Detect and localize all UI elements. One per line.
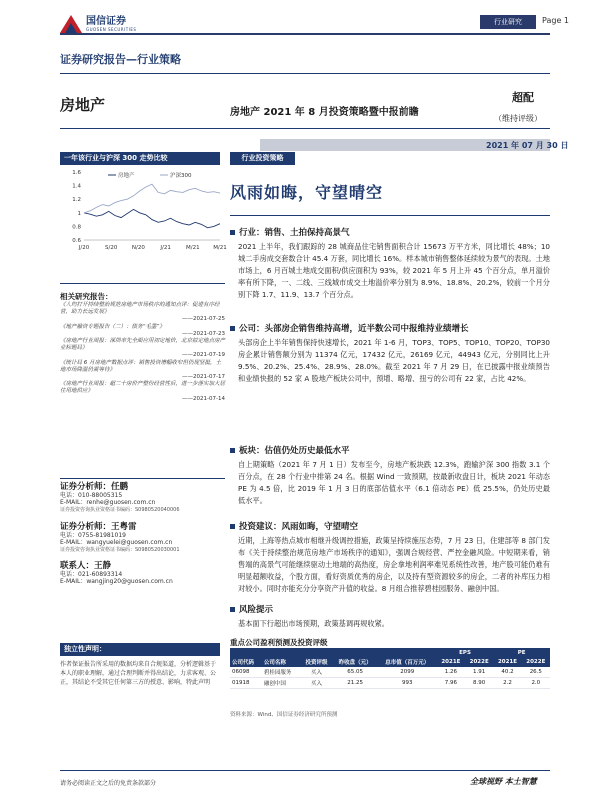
section-body: 头部房企上半年销售保持快速增长，2021 年 1-6 月，TOP3、TOP5、TOP10、TOP20、TOP30 房企累计销售额分别为 11374 亿元，17432 亿元，26169 亿元，44943 亿元，分别同比上升 9.5%、20.2%、25.4%、28.9%、28.0%。截至 2021 年 7 月 29 日，在已披露中报业绩预告和业绩快报的 52 家 A 股地产板块公司中，预增、略增、扭亏的公司有 22 家，占比 42%。 (238, 338, 550, 383)
cell: 2.0 (522, 678, 550, 689)
brand-name: 国信证券 (86, 16, 126, 27)
section-valuation (230, 444, 550, 507)
x-tick-label: J/20 (78, 245, 90, 251)
independence-heading: 独立性声明： (60, 643, 220, 656)
y-tick-label: 0.8 (72, 224, 81, 231)
list-item (60, 338, 225, 360)
y-tick-label: 1 (77, 210, 81, 217)
strategy-tag: 行业投资策略 (230, 152, 295, 165)
divider (60, 128, 550, 129)
related-report-title[interactable]: 《房地产行业周报：超二十房价产整份经营性后，进一步落实加大居住用地供应》 (60, 381, 226, 395)
related-report-title[interactable]: 《地产融资专题报告（二）：债务“毛墨”》 (60, 323, 165, 330)
cell: 993 (378, 678, 437, 689)
bullet-icon (230, 607, 235, 612)
col-header: 2022E (465, 657, 493, 667)
divider (60, 478, 225, 479)
footer-rule (60, 770, 550, 771)
x-tick-label: S/20 (105, 245, 118, 251)
section-heading: 板块：估值仍处历史最低水平 (239, 446, 350, 456)
cell: 26.5 (522, 667, 550, 678)
table-group-header (230, 648, 550, 657)
chart-heading: 一年该行业与沪深 300 走势比较 (60, 152, 220, 165)
analyst-name: 证券分析师：王粤雷 (60, 522, 137, 532)
analyst-cert: 证券投资咨询执业资格证书编码：S0980520040006 (60, 506, 180, 513)
legend-label: 沪深300 (170, 173, 192, 179)
cell: 8.90 (465, 678, 493, 689)
related-list (60, 302, 225, 403)
related-title: 相关研究报告： (60, 292, 113, 301)
related-report-date: ——2021-07-14 (182, 395, 225, 402)
section-heading: 投资建议：风雨如晦，守望晴空 (239, 522, 359, 532)
cell: 1.91 (465, 667, 493, 678)
col-header: 公司名称 (262, 657, 301, 667)
related-report-title[interactable]: 《统计局 6 月房地产数据点评：销售投资增幅收窄但仍现坚挺，土地市场降温仍需等待》 (60, 359, 221, 373)
col-header: 投资评级 (301, 657, 333, 667)
cell: 06098 (230, 667, 262, 678)
section-heading: 公司：头部房企销售维持高增，近半数公司中报维持业绩增长 (239, 324, 469, 334)
analyst-block (60, 484, 225, 514)
footer-disclaimer: 请务必阅读正文之后的免责条款部分 (60, 780, 157, 787)
rating-note: （维持评级） (494, 114, 542, 123)
analyst-email[interactable]: E-MAIL：wangyuelei@guosen.com.cn (60, 539, 173, 547)
cell: 21.25 (332, 678, 377, 689)
bullet-icon (230, 524, 235, 529)
analyst-phone: 电话：010-88005315 (60, 491, 123, 499)
table-header-row (230, 657, 550, 667)
cell: 1.26 (437, 667, 465, 678)
related-report-date: ——2021-07-23 (182, 330, 225, 337)
sector-name: 房地产 (60, 96, 106, 114)
divider (230, 215, 550, 216)
legend-label: 房地产 (118, 173, 135, 179)
contact-name: 联系人：王静 (60, 561, 112, 571)
bullet-icon (230, 326, 235, 331)
y-tick-label: 0.6 (72, 238, 81, 244)
section-industry (230, 226, 550, 301)
y-tick-label: 1.4 (72, 183, 81, 190)
related-report-title[interactable]: 《房地产行业周报：深圳率先全面应用初定地价，北京拟定地点房产业标题局》 (60, 338, 226, 352)
cell: 买入 (301, 678, 333, 689)
table-row (230, 667, 550, 678)
x-tick-label: M/21 (185, 245, 200, 251)
rating: 超配 (512, 91, 534, 104)
bullet-icon (230, 230, 235, 235)
col-header: 总市值（百万元） (378, 657, 437, 667)
doc-title: 房地产 2021 年 8 月投资策略暨中报前瞻 (230, 107, 419, 118)
footer-slogan: 全球视野 本土智慧 (470, 777, 537, 786)
section-heading: 风险提示 (239, 605, 274, 615)
page-number: Page 1 (542, 16, 569, 25)
header-rule (60, 33, 550, 35)
x-tick-label: M/21 (213, 245, 227, 251)
series-line-hs300 (84, 184, 220, 213)
section-body: 基本面下行超出市场预期，政策基调再规收紧。 (238, 619, 389, 628)
analyst-cert: 证券投资咨询执业资格证书编码：S0980520030001 (60, 546, 180, 553)
guosen-logo-icon (60, 15, 82, 33)
section-advice (230, 520, 550, 595)
section-company (230, 322, 550, 385)
list-item (60, 360, 225, 382)
col-header: 公司代码 (230, 657, 262, 667)
table-header-blank (230, 648, 437, 657)
cell: 买入 (301, 667, 333, 678)
related-report-date: ——2021-07-19 (182, 352, 225, 359)
section-risk (230, 603, 550, 630)
analyst-phone: 电话：0755-81981019 (60, 531, 126, 539)
bullet-icon (230, 448, 235, 453)
x-tick-label: J/21 (160, 245, 171, 251)
headline: 风雨如晦，守望晴空 (230, 183, 384, 202)
forecast-table (230, 648, 550, 689)
list-item (60, 302, 225, 324)
contact-email[interactable]: E-MAIL：wangjing20@guosen.com.cn (60, 578, 173, 586)
col-header: 2021E (493, 657, 521, 667)
section-body: 2021 上半年，我们跟踪的 28 城商品住宅销售面积合计 15673 万平方米，同比增长 48%；10 城二手房成交套数合计 45.4 万套，同比增长 16%。样本城市销售整体延续较为景气的表现。土地市场上，6 月百城土地成交面积/供应面积为 93%，较 2021 年 5 月上升 45 个百分点，单月溢价率有所下降，一、二线、三线城市成交土地溢价率分别为 8.9%、18.8%、20.2%，较前一个月分别下降 1.7、11.9、13.7 个百分点。 (238, 242, 550, 299)
divider (60, 283, 225, 284)
report-type: 证券研究报告—行业策略 (60, 53, 181, 66)
table-group-pe: PE (493, 648, 550, 657)
cell: 01918 (230, 678, 262, 689)
y-tick-label: 1.6 (72, 170, 81, 176)
cell: 7.96 (437, 678, 465, 689)
section-body: 自上期策略（2021 年 7 月 1 日）发布至今，房地产板块跌 12.3%，跑输沪深 300 指数 3.1 个百分点，在 28 个行业中排第 24 名。根据 Wind 一致预期，按最新收盘日计，板块 2021 年动态 PE 为 4.5 倍，比 2019 年 1 月 3 日的底部估值水平（6.1 倍动态 PE）低 25.5%，仍处历史最低水平。 (238, 460, 550, 505)
analyst-name: 证券分析师：任鹏 (60, 482, 129, 492)
list-item (60, 324, 225, 338)
related-report-title[interactable]: 《人均打开持续整治规范房地产市场秩序的通知点评：促进有序经营，助力长远发展》 (60, 302, 220, 316)
trend-chart (60, 166, 225, 256)
series-line-property (84, 209, 220, 227)
report-date: 2021 年 07 月 30 日 (486, 141, 569, 150)
divider (60, 73, 550, 74)
cell: 2.2 (493, 678, 521, 689)
contact-phone: 电话：021-60893314 (60, 570, 123, 578)
cell: 融创中国 (262, 678, 301, 689)
brand-sub: GUOSEN SECURITIES (86, 27, 137, 32)
table-group-eps: EPS (437, 648, 494, 657)
independence-text: 作者保证报告所采用的数据均来自合规渠道，分析逻辑基于本人的职业理解，通过合理判断并得出结论，力求客观、公正，其结论不受其它任何第三方的授意、影响，特此声明 (60, 661, 217, 686)
table-source: 资料来源：Wind、国信证券经济研究所预测 (230, 712, 338, 718)
analyst-block (60, 524, 225, 554)
x-tick-label: N/20 (131, 245, 145, 251)
y-tick-label: 1.2 (72, 197, 81, 204)
section-body: 近期，上海等热点城市相继升级调控措施，政策呈持续施压态势，7 月 23 日，住建部等 8 部门发布《关于持续整治规范房地产市场秩序的通知》，强调合规经营、严控金融风险。中短期来看，销售端的高景气可能继续驱动土地端的高热度，房企拿地利润率难见系统性改善，地产股可能仍难有明显超额收益，个股方面，看好资质优秀的房企，以及持有型资源较多的房企，二者的补库压力相对较小。同时亦能充分分享资产升值的收益。8 月组合推荐碧桂园服务、融创中国。 (238, 536, 550, 593)
cell: 65.05 (332, 667, 377, 678)
analyst-email[interactable]: E-MAIL：renhe@guosen.com.cn (60, 499, 156, 507)
table-title: 重点公司盈利预测及投资评级 (230, 638, 328, 647)
related-report-date: ——2021-07-25 (182, 316, 225, 323)
table-row (230, 678, 550, 689)
cell: 2099 (378, 667, 437, 678)
cell: 40.2 (493, 667, 521, 678)
section-heading: 行业：销售、土拍保持高景气 (239, 228, 350, 238)
col-header: 2021E (437, 657, 465, 667)
related-report-date: ——2021-07-17 (182, 374, 225, 381)
col-header: 昨收盘（元） (332, 657, 377, 667)
col-header: 2022E (522, 657, 550, 667)
section-tag: 行业研究 (480, 15, 536, 29)
contact-block (60, 563, 225, 586)
cell: 碧桂园服务 (262, 667, 301, 678)
list-item (60, 381, 225, 403)
